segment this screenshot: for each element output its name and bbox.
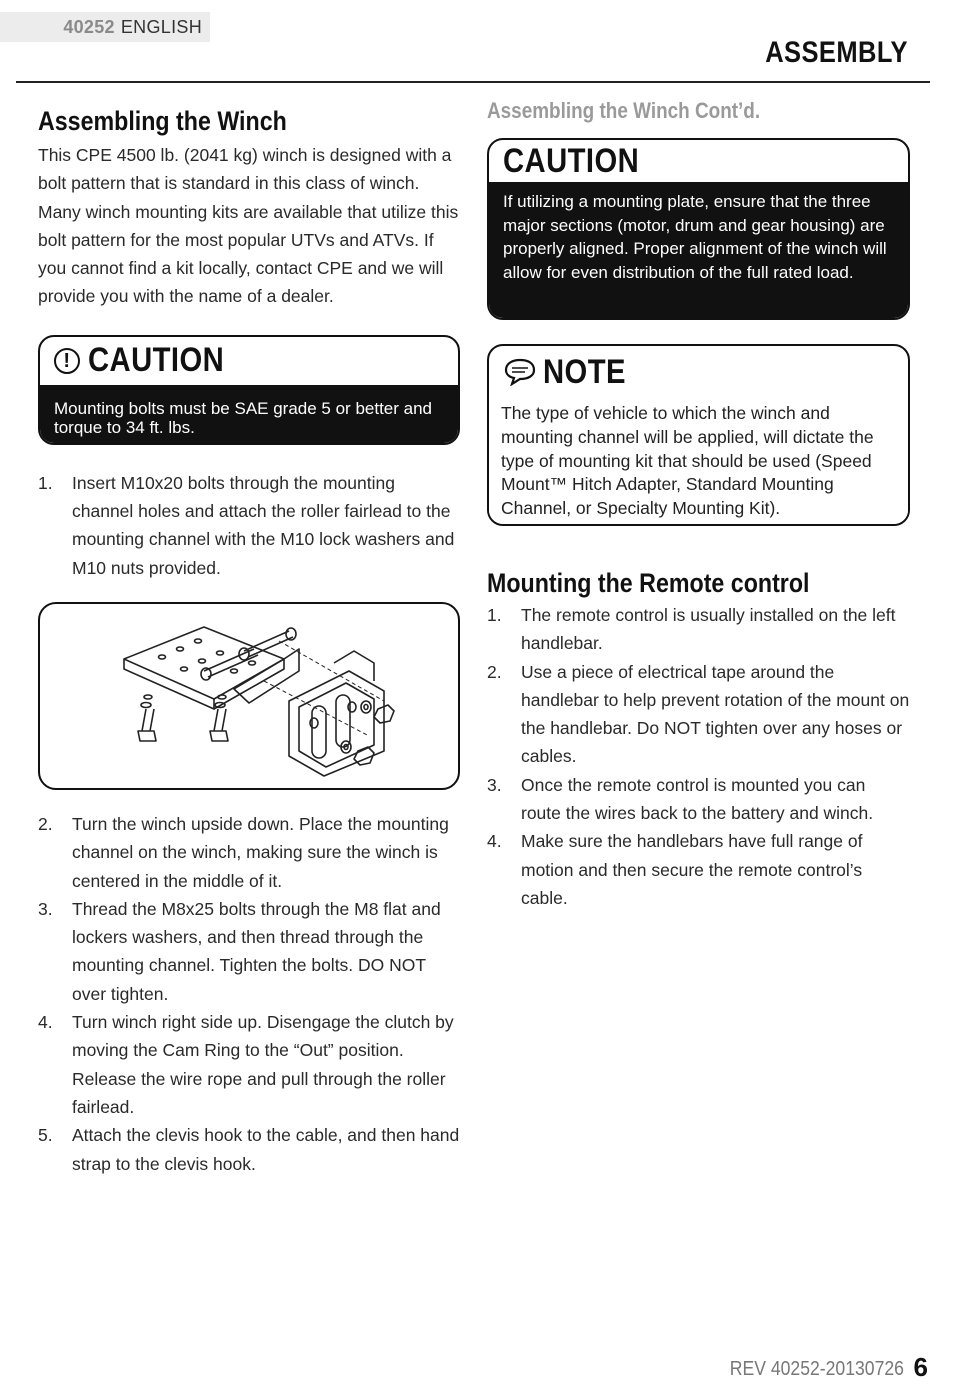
list-item <box>487 601 910 658</box>
step-number: 3. <box>38 898 53 919</box>
remote-steps <box>487 601 910 912</box>
list-item <box>38 895 460 1008</box>
caution-header-2 <box>489 140 908 182</box>
language-label: ENGLISH <box>120 16 202 37</box>
list-item <box>38 469 460 582</box>
exclamation-circle-icon: ! <box>54 348 80 374</box>
list-item <box>487 827 910 912</box>
language-tab <box>0 12 210 42</box>
step-number: 4. <box>487 831 502 852</box>
caution-text-2: If utilizing a mounting plate, ensure that the three major sections (motor, drum and gear housing) are properly aligned. Proper alignment of the winch will allow for even distribution of the full rated load. <box>489 182 908 320</box>
header-rule <box>16 81 930 83</box>
step-number: 1. <box>38 472 53 493</box>
step-number: 5. <box>38 1125 53 1146</box>
mounting-diagram <box>38 602 460 790</box>
left-column <box>38 100 460 1178</box>
heading-remote-control: Mounting the Remote control <box>487 568 810 598</box>
doc-code: 40252 <box>63 16 115 37</box>
note-box <box>487 344 910 526</box>
page-number: 6 <box>913 1352 928 1382</box>
caution-title: CAUTION <box>88 341 225 380</box>
step-text: Turn the winch upside down. Place the mounting channel on the winch, making sure the winch is centered in the middle of it. <box>72 813 449 891</box>
step-text: Use a piece of electrical tape around the handlebar to help prevent rotation of the mount on the handlebar. Do NOT tighten over any hoses or cables. <box>521 661 910 767</box>
list-item <box>487 771 910 828</box>
right-column <box>487 100 910 912</box>
list-item <box>38 1121 460 1178</box>
list-item <box>38 810 460 895</box>
section-title: ASSEMBLY <box>765 36 908 69</box>
step-text: Turn winch right side up. Disengage the clutch by moving the Cam Ring to the “Out” position. Release the wire rope and pull through the roller fairlead. <box>72 1012 454 1117</box>
step-text: The remote control is usually installed on the left handlebar. <box>521 605 896 654</box>
step-number: 1. <box>487 605 502 625</box>
revision-label: REV 40252-20130726 <box>729 1358 904 1380</box>
intro-paragraph: This CPE 4500 lb. (2041 kg) winch is designed with a bolt pattern that is standard in this class of winch. Many winch mounting kits are available that utilize this bolt pattern for the most popular UTVs and ATVs. If you cannot find a kit locally, contact CPE and we will provide you with the name of a dealer. <box>38 145 459 307</box>
heading-assembling-winch: Assembling the Winch <box>38 106 287 136</box>
step-text: Insert M10x20 bolts through the mounting channel holes and attach the roller fairlead to the mounting channel with the M10 lock washers and M10 nuts provided. <box>72 472 455 578</box>
heading-contd: Assembling the Winch Cont’d. <box>487 98 761 123</box>
caution-box-bolts <box>38 335 460 445</box>
step-text: Thread the M8x25 bolts through the M8 flat and lockers washers, and then thread through the mounting channel. Tighten the bolts. DO NOT over tighten. <box>72 898 441 1004</box>
list-item <box>487 658 910 771</box>
assembly-steps-part1 <box>38 469 460 582</box>
list-item <box>38 1008 460 1121</box>
speech-bubble-icon <box>503 358 537 386</box>
caution-box-alignment <box>487 138 910 320</box>
step-number: 4. <box>38 1012 53 1033</box>
caution-text: Mounting bolts must be SAE grade 5 or better and torque to 34 ft. lbs. <box>40 385 458 445</box>
note-text: The type of vehicle to which the winch and mounting channel will be applied, will dictate the type of mounting kit that should be used (Speed Mount™ Hitch Adapter, Standard Mounting Channel, or Specialty Mounting Kit). <box>489 398 908 526</box>
step-number: 3. <box>487 774 502 795</box>
step-text: Once the remote control is mounted you can route the wires back to the battery and winch. <box>521 774 874 824</box>
step-text: Make sure the handlebars have full range of motion and then secure the remote control’s cable. <box>521 831 863 908</box>
assembly-steps-part2 <box>38 810 460 1178</box>
note-title: NOTE <box>543 352 626 391</box>
step-number: 2. <box>38 813 53 834</box>
step-text: Attach the clevis hook to the cable, and then hand strap to the clevis hook. <box>72 1125 460 1174</box>
step-number: 2. <box>487 661 502 682</box>
caution-title-2: CAUTION <box>503 141 640 180</box>
caution-header <box>40 337 458 385</box>
note-header <box>489 346 908 398</box>
exploded-view-illustration <box>84 611 414 781</box>
